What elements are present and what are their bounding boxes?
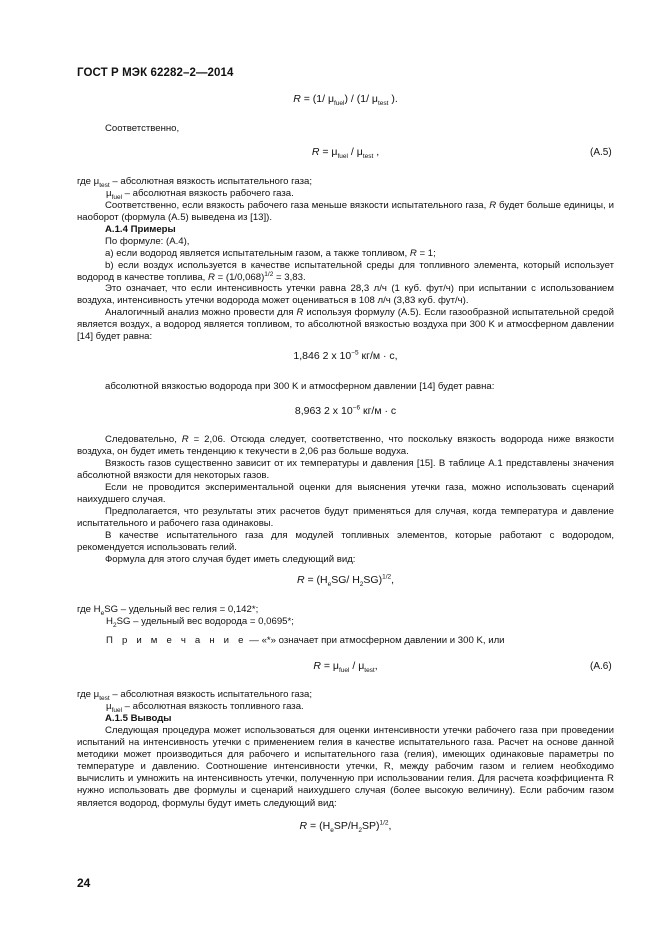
formula-part: ).	[388, 93, 398, 105]
text-part: Соответственно, если вязкость рабочего газа меньше вязкости испытательного газа,	[105, 200, 490, 211]
formula-part: кг/м · с	[360, 405, 397, 417]
page-number: 24	[77, 876, 91, 890]
formula-a5	[77, 146, 614, 161]
formula-part: ,	[391, 574, 395, 586]
subscript: fuel	[111, 706, 123, 714]
symbol-r: R	[489, 200, 497, 211]
text-part: где μ	[77, 176, 100, 187]
text-part: – абсолютная вязкость испытательного газа;	[109, 176, 313, 187]
note	[106, 635, 505, 647]
note-label: П р и м е ч а н и е	[106, 635, 247, 646]
subscript: fuel	[337, 153, 348, 161]
text-part: где H	[77, 604, 101, 615]
text-part: используя формулу (А.5). Если газообразной испытательной средой является воздух, а водород является топливом, то абсолютной вязкостью воздуха при 300 K и атмосферном давлении [14] будет равна:	[77, 307, 614, 343]
text-part: где μ	[77, 689, 100, 700]
formula-a6	[77, 660, 614, 675]
formula-part: SP/H	[333, 820, 359, 832]
equation-number-a6: (A.6)	[590, 661, 612, 672]
where-mu-test	[77, 176, 312, 188]
subscript: 2	[359, 581, 364, 589]
formula-lhs: R	[293, 93, 301, 105]
text-part: = 1;	[416, 248, 436, 259]
mu-symbol: μ	[371, 93, 378, 105]
text-part: b) если воздух используется в качестве испытательной среды для топливного элемента, который использует водород в качестве топлива,	[77, 260, 614, 284]
where-hydrogen-sg	[106, 616, 294, 628]
text-part: – абсолютная вязкость топливного газа.	[122, 701, 304, 712]
subscript: fuel	[338, 667, 350, 675]
subscript: test	[99, 181, 110, 189]
paragraph-worst-case: Если не проводится экспериментальной оценки для выяснения утечки газа, можно использовать сценарий наихудшего случая.	[77, 482, 614, 506]
text-part: SG – удельный вес гелия = 0,142*;	[104, 604, 259, 615]
text-hydrogen-viscosity: абсолютной вязкостью водорода при 300 K и атмосферном давлении [14] будет равна:	[105, 381, 495, 392]
paragraph-consequently	[77, 434, 614, 458]
formula-specific-gravity	[77, 573, 614, 589]
symbol-r: R	[208, 272, 215, 284]
example-b	[77, 260, 614, 284]
heading-conclusions: А.1.5 Выводы	[105, 713, 172, 724]
superscript: 1/2	[264, 270, 274, 278]
text-by-formula: По формуле: (А.4),	[105, 236, 190, 247]
formula-part: = (H	[307, 820, 331, 832]
subscript: e	[100, 609, 105, 617]
text-part: μ	[106, 701, 112, 712]
formula-part: 8,963 2 x 10	[294, 405, 353, 417]
formula-part: = (1/	[300, 93, 328, 105]
formula-part: ,	[373, 146, 380, 158]
mu-symbol: μ	[356, 146, 363, 158]
paragraph-procedure: Следующая процедура может использоваться для оценки интенсивности утечки рабочего газа при проведении испытаний на интенсивность утечки с применением гелия в качестве испытательного газа. Расчет на основе данной методики может производиться для рабочего и испытательного газа (гелия), имеющих одинаковые параметры по температуре и давлению. Соотношение интенсивности утечки, R, между рабочим газом и гелием необходимо вычислить и умножить на интенсивность утечки, полученную при использовании гелия. Для расчета коэффициента R нужно использовать две формулы и сценарий наихудшего случая (более высокую величину). Если рабочим газом является водород, формулы будут иметь следующий вид:	[77, 725, 614, 809]
subscript: test	[377, 100, 389, 108]
text-part: а) если водород является испытательным газом, а также топливом,	[105, 248, 410, 259]
formula-air-viscosity	[77, 350, 614, 362]
formula-part: SG)	[363, 574, 383, 586]
heading-examples: А.1.4 Примеры	[105, 224, 176, 235]
formula-part: ,	[388, 820, 392, 832]
formula-lhs: R	[313, 660, 321, 672]
subscript: e	[327, 581, 332, 589]
mu-symbol: μ	[327, 93, 334, 105]
subscript: test	[362, 153, 374, 161]
formula-part: =	[320, 660, 333, 672]
formula-part: SP)	[361, 820, 380, 832]
subscript: test	[364, 667, 375, 675]
where-mu-fuel-2	[106, 701, 304, 713]
text-part: будет больше единицы, и наоборот (формула (А.5) выведена из [13]).	[77, 200, 614, 224]
formula-lhs: R	[299, 820, 308, 832]
text-part: Аналогичный анализ можно провести для	[105, 307, 297, 318]
equation-number-a5: (A.5)	[590, 147, 612, 158]
formula-part: ) / (1/	[344, 93, 372, 105]
symbol-r: R	[181, 434, 189, 445]
formula-lhs: R	[311, 146, 320, 158]
paragraph-gas-viscosity: Вязкость газов существенно зависит от их температуры и давления [15]. В таблице А.1 представлены значения абсолютной вязкости для некоторых газов.	[77, 458, 614, 482]
note-text: — «*» означает при атмосферном давлении и 300 K, или	[246, 635, 505, 646]
text-part: SG – удельный вес водорода = 0,0695*;	[116, 616, 294, 627]
text-part: – абсолютная вязкость испытательного газа;	[109, 689, 313, 700]
subscript: e	[330, 827, 334, 835]
formula-specific-pressure	[77, 819, 614, 835]
superscript: 1/2	[382, 573, 392, 581]
superscript: −5	[351, 349, 359, 357]
text-part: H	[106, 616, 113, 627]
example-a	[105, 248, 614, 260]
text-part: μ	[106, 188, 112, 199]
mu-symbol: μ	[332, 660, 339, 672]
subscript: fuel	[334, 100, 345, 108]
subscript: test	[99, 694, 110, 702]
symbol-r: R	[409, 248, 417, 259]
subscript: 2	[112, 621, 117, 629]
text-sootv: Соответственно,	[105, 123, 180, 134]
formula-part: 1,846 2 x 10	[293, 350, 352, 362]
paragraph-helium: В качестве испытательного газа для модулей топливных элементов, которые работают с водородом, рекомендуется использовать гелий.	[77, 530, 614, 554]
paragraph-viscosity-relation	[77, 200, 614, 224]
text-part: = (1/0,068)	[214, 272, 265, 284]
subscript: 2	[358, 827, 362, 835]
mu-symbol: μ	[358, 660, 365, 672]
where-mu-fuel	[106, 188, 294, 200]
formula-part: кг/м · с,	[358, 350, 398, 362]
symbol-r: R	[296, 307, 304, 318]
where-helium-sg	[77, 604, 258, 616]
formula-part: ,	[374, 660, 378, 672]
superscript: 1/2	[379, 819, 389, 827]
formula-lhs: R	[296, 574, 305, 586]
paragraph-assumption: Предполагается, что результаты этих расчетов будут применяться для случая, когда температура и давление испытательного и рабочего газа одинаковы.	[77, 506, 614, 530]
formula-r-inverse	[77, 93, 614, 108]
text-part: = 2,06. Отсюда следует, соответственно, что поскольку вязкость водорода ниже вязкости воздуха, он будет иметь тенденцию к текучести в 2,06 раз больше водуха.	[77, 434, 615, 458]
formula-part: = (H	[304, 574, 328, 586]
formula-part: =	[319, 146, 332, 158]
formula-part: /	[349, 660, 359, 672]
formula-part: SG/ H	[331, 574, 360, 586]
mu-symbol: μ	[331, 146, 338, 158]
formula-part: /	[347, 146, 357, 158]
text-part: – абсолютная вязкость рабочего газа.	[122, 188, 294, 199]
where-mu-test-2	[77, 689, 312, 701]
text-part: Следовательно,	[105, 434, 182, 445]
text-part: = 3,83.	[273, 272, 306, 284]
paragraph-leak-rate: Это означает, что если интенсивность утечки равна 28,3 л/ч (1 куб. фут/ч) при испытании с использованием воздуха, интенсивность утечки водорода может оцениваться в 108 л/ч (3,83 куб. фут/ч).	[77, 283, 614, 307]
text-formula-case: Формула для этого случая будет иметь следующий вид:	[105, 554, 356, 565]
formula-hydrogen-viscosity	[77, 405, 614, 417]
paragraph-similar-analysis	[77, 307, 614, 343]
superscript: −6	[352, 404, 361, 412]
subscript: fuel	[111, 193, 123, 201]
standard-header: ГОСТ Р МЭК 62282–2—2014	[77, 67, 234, 79]
